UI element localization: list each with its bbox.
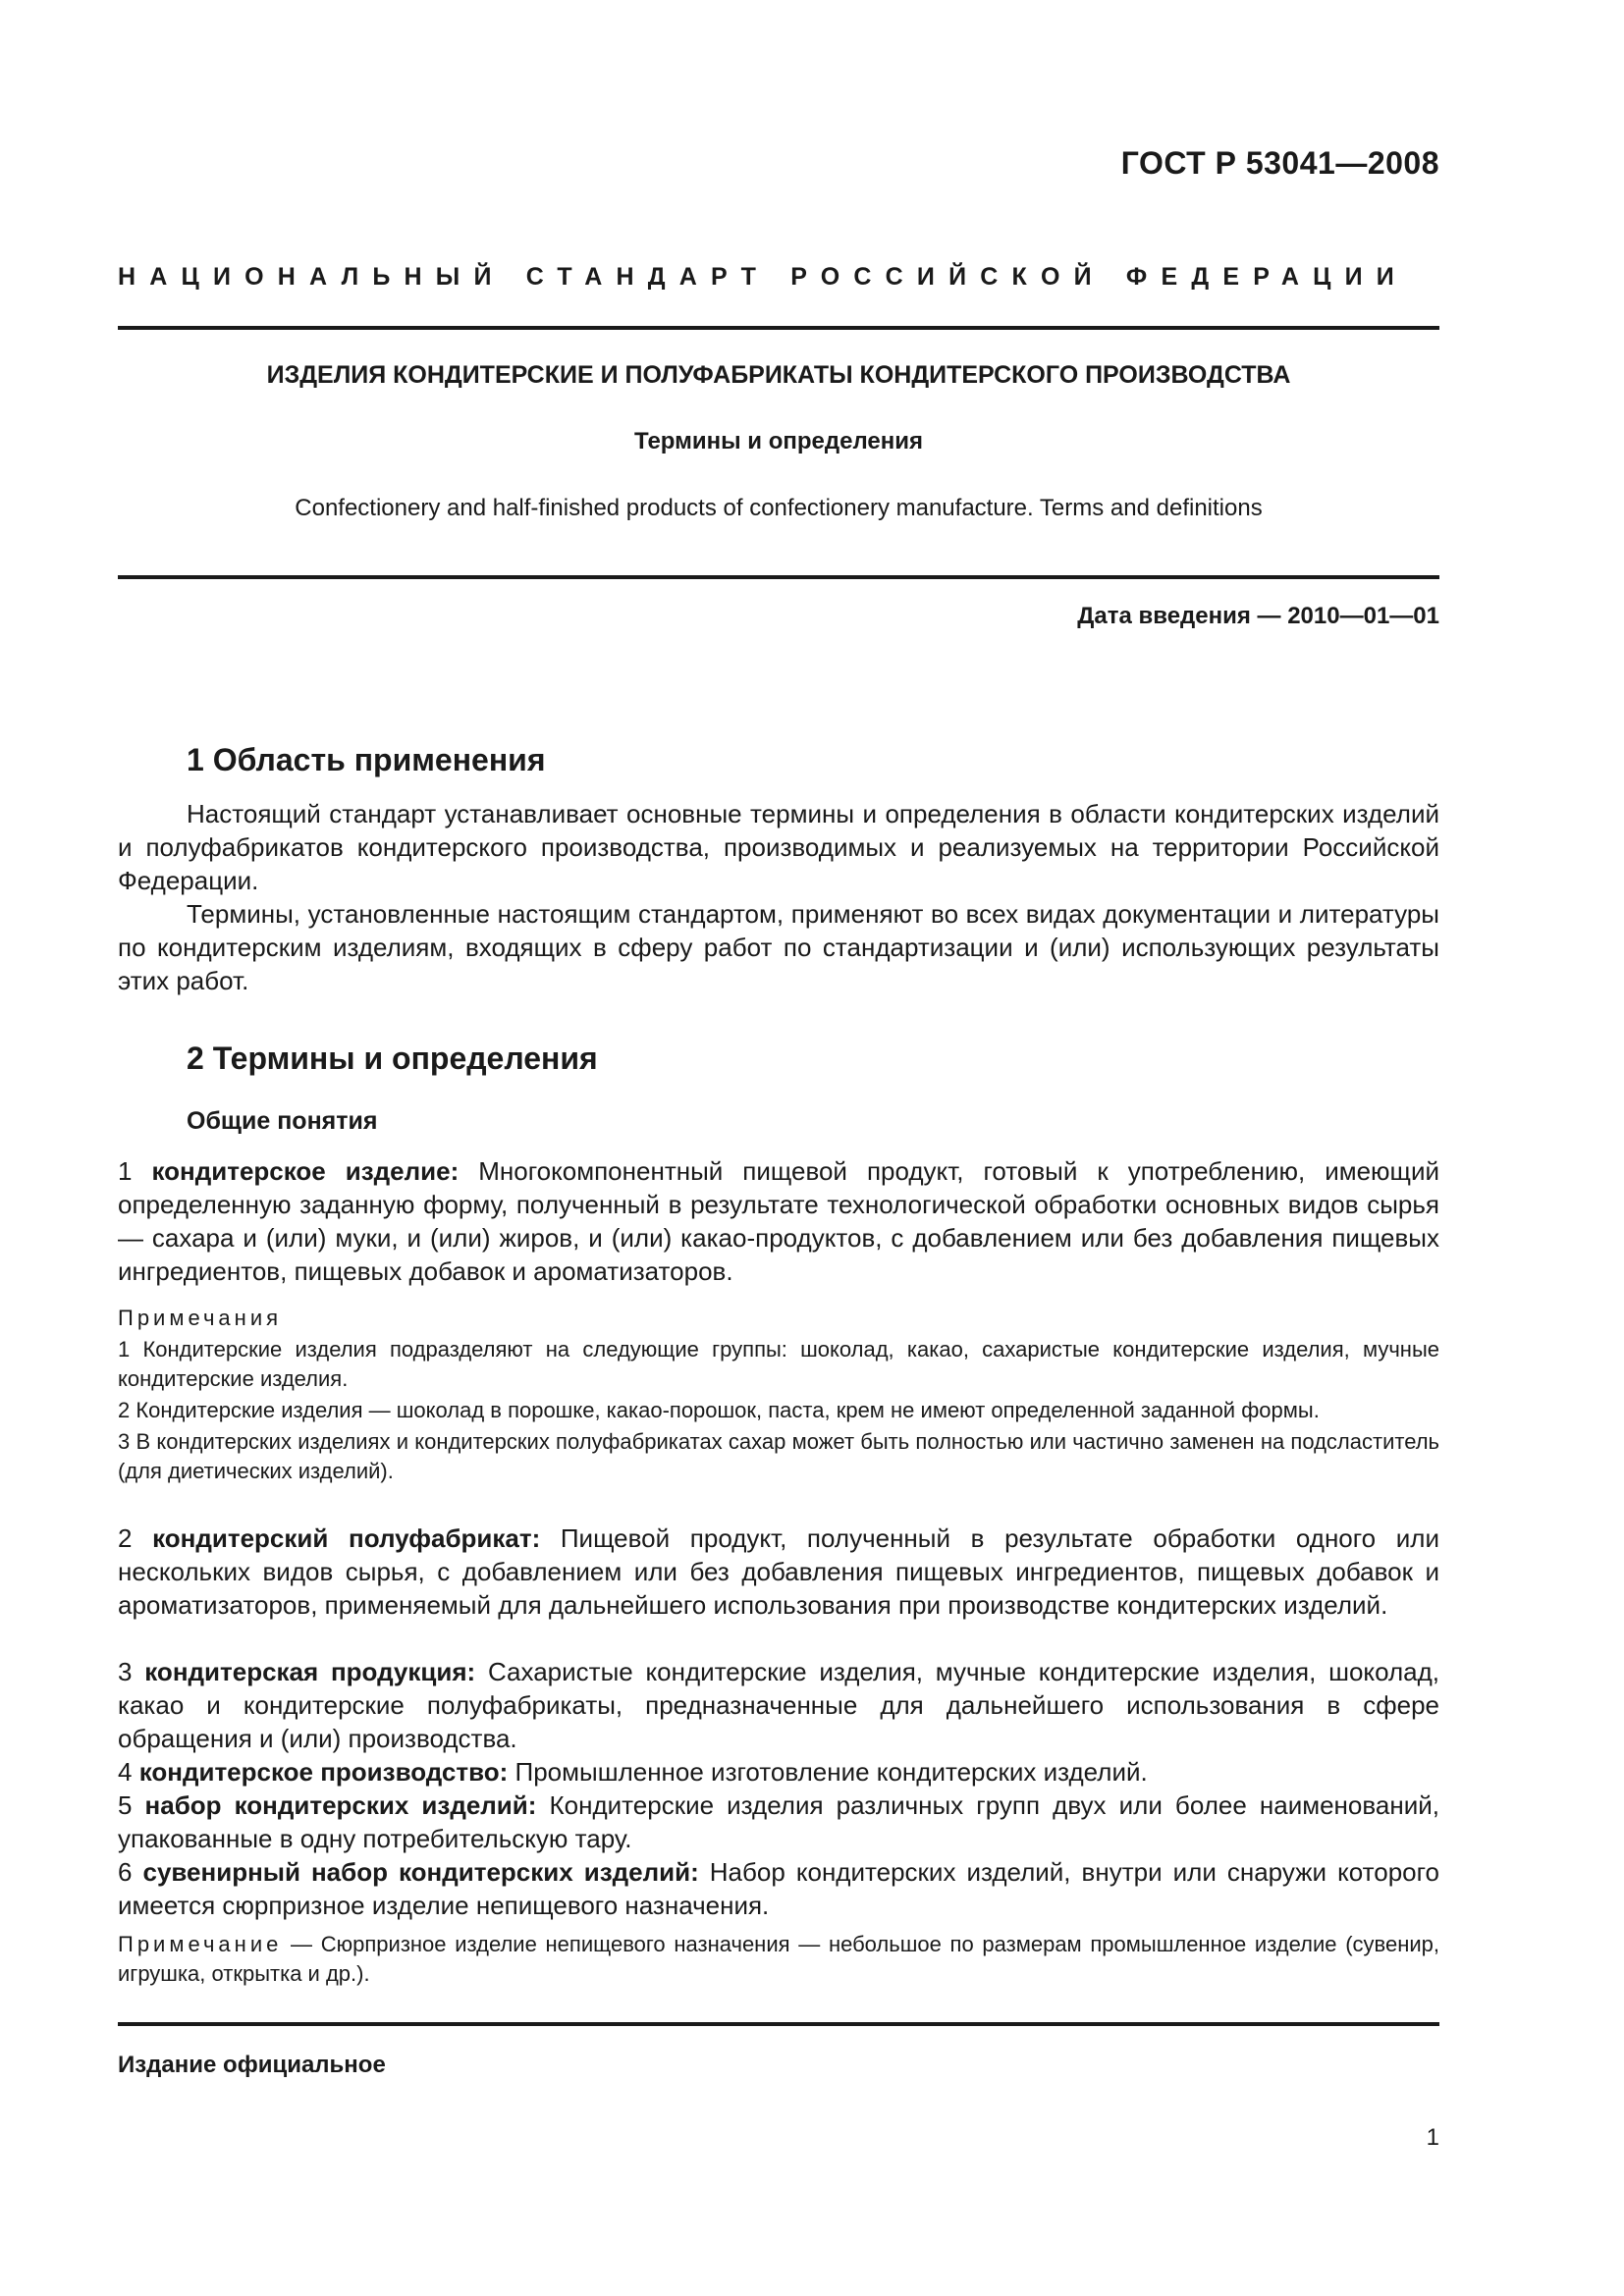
document-subtitle: Термины и определения bbox=[633, 428, 924, 454]
term-number: 6 bbox=[118, 1857, 133, 1887]
term-definition: Сахаристые кондитерские изделия, мучные кондитерские изделия, шоколад, какао и кондитерские полуфабрикаты, предназначенные для дальнейшего использования в сфере обращения и (или) производства. bbox=[118, 1657, 1439, 1753]
term-number: 3 bbox=[118, 1657, 133, 1686]
note-item: 2 Кондитерские изделия — шоколад в порошке, какао-порошок, паста, крем не имеют определенной заданной формы. bbox=[118, 1398, 1320, 1422]
notes-block bbox=[118, 1304, 1439, 1486]
standard-number: ГОСТ Р 53041—2008 bbox=[1120, 145, 1439, 181]
term-name: набор кондитерских изделий: bbox=[144, 1790, 537, 1820]
section-1-heading: 1 Область применения bbox=[187, 742, 546, 777]
english-title: Confectionery and half-finished products of confectionery manufacture. Terms and definitions bbox=[295, 495, 1263, 521]
term-name: кондитерское производство: bbox=[138, 1757, 509, 1787]
term-entry bbox=[118, 1789, 1439, 1855]
paragraph: Настоящий стандарт устанавливает основные термины и определения в области кондитерских изделий и полуфабрикатов кондитерского производства, производимых и реализуемых на территории Российской Федерации. bbox=[118, 799, 1439, 895]
paragraph: Термины, установленные настоящим стандартом, применяют во всех видах документации и литературы по кондитерским изделиям, входящих в сферу работ по стандартизации и (или) использующих результаты этих работ. bbox=[118, 899, 1439, 995]
note-item: 1 Кондитерские изделия подразделяют на следующие группы: шоколад, какао, сахаристые кондитерские изделия, мучные кондитерские изделия. bbox=[118, 1337, 1439, 1391]
term-definition: Кондитерские изделия различных групп двух или более наименований, упакованные в одну потребительскую тару. bbox=[118, 1790, 1439, 1853]
term-name: кондитерское изделие: bbox=[151, 1156, 460, 1186]
term-entry bbox=[118, 1855, 1439, 1922]
subsection-heading: Общие понятия bbox=[187, 1107, 378, 1135]
note-item: 3 В кондитерских изделиях и кондитерских полуфабрикатах сахар может быть полностью или частично заменен на подсластитель (для диетических изделий). bbox=[118, 1429, 1439, 1483]
divider bbox=[118, 2022, 1439, 2026]
term-definition: Пищевой продукт, полученный в результате обработки одного или нескольких видов сырья, с добавлением или без добавления пищевых ингредиентов, пищевых добавок и ароматизаторов, применяемый для дальнейшего использования при производстве кондитерских изделий. bbox=[118, 1523, 1439, 1620]
page-number: 1 bbox=[1426, 2124, 1439, 2151]
official-edition-label: Издание официальное bbox=[118, 2052, 386, 2078]
note-text: — Сюрпризное изделие непищевого назначения — небольшое по размерам промышленное изделие (сувенир, игрушка, открытка и др.). bbox=[118, 1932, 1439, 1986]
term-definition: Промышленное изготовление кондитерских изделий. bbox=[508, 1757, 1148, 1787]
term-entry bbox=[118, 1655, 1439, 1755]
introduction-date: Дата введения — 2010—01—01 bbox=[1077, 603, 1439, 629]
term-number: 4 bbox=[118, 1757, 133, 1787]
national-standard-heading: НАЦИОНАЛЬНЫЙ СТАНДАРТ РОССИЙСКОЙ ФЕДЕРАЦИИ bbox=[118, 263, 1408, 291]
section-2-heading: 2 Термины и определения bbox=[187, 1041, 598, 1076]
note-block bbox=[118, 1930, 1439, 1989]
term-entry bbox=[118, 1522, 1439, 1622]
document-title: ИЗДЕЛИЯ КОНДИТЕРСКИЕ И ПОЛУФАБРИКАТЫ КОНДИТЕРСКОГО ПРОИЗВОДСТВА bbox=[266, 361, 1291, 389]
term-name: кондитерская продукция: bbox=[144, 1657, 476, 1686]
notes-title: Примечания bbox=[118, 1306, 283, 1330]
term-definition: Многокомпонентный пищевой продукт, готовый к употреблению, имеющий определенную заданную форму, полученный в результате технологической обработки основных видов сырья — сахара и (или) муки, и (или) жиров, и (или) какао-продуктов, с добавлением или без добавления пищевых ингредиентов, пищевых добавок и ароматизаторов. bbox=[118, 1156, 1439, 1286]
divider bbox=[118, 575, 1439, 579]
term-number: 1 bbox=[118, 1156, 133, 1186]
term-name: сувенирный набор кондитерских изделий: bbox=[142, 1857, 699, 1887]
term-number: 2 bbox=[118, 1523, 133, 1553]
note-label: Примечание bbox=[118, 1932, 283, 1956]
term-entry bbox=[118, 1154, 1439, 1288]
term-definition: Набор кондитерских изделий, внутри или снаружи которого имеется сюрпризное изделие непищевого назначения. bbox=[118, 1857, 1439, 1920]
term-name: кондитерский полуфабрикат: bbox=[152, 1523, 541, 1553]
divider bbox=[118, 326, 1439, 330]
term-number: 5 bbox=[118, 1790, 133, 1820]
term-entry bbox=[118, 1755, 1439, 1789]
